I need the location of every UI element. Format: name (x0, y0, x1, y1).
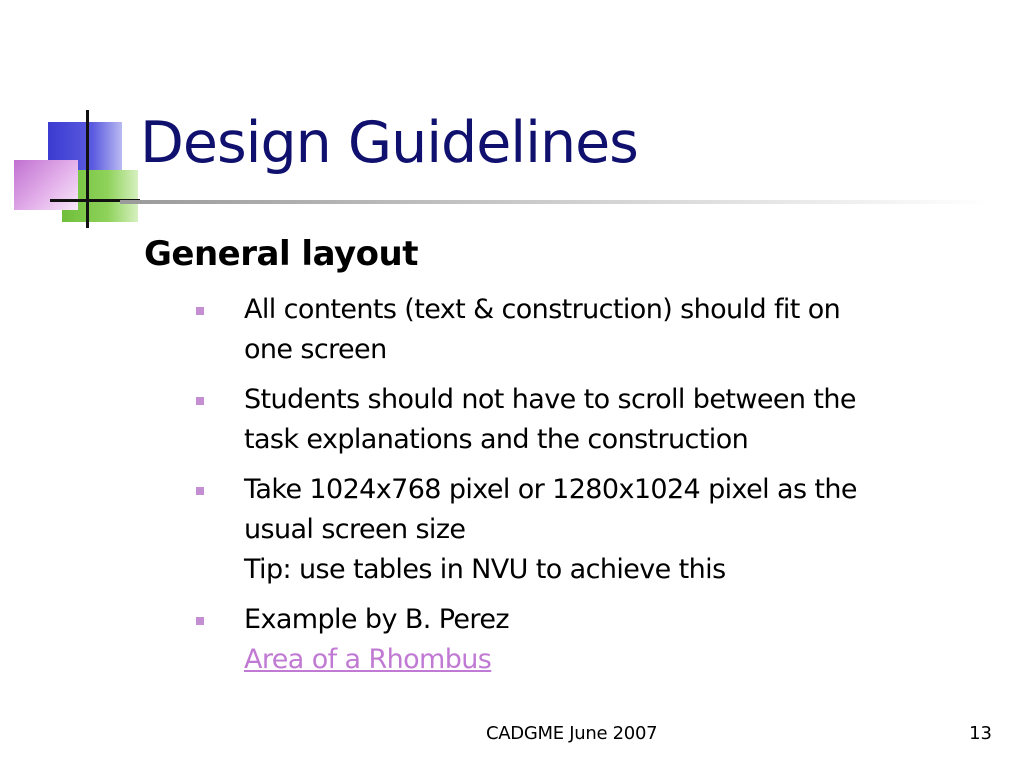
bullet-item-fit-screen (196, 290, 986, 370)
bullet-text-line: Example by B. Perez (244, 604, 509, 635)
slide-title: Design Guidelines (140, 110, 638, 176)
bullet-item-screen-size (196, 470, 986, 590)
square-bullet-icon (196, 307, 204, 315)
square-bullet-icon (196, 397, 204, 405)
area-of-rhombus-link[interactable]: Area of a Rhombus (244, 644, 492, 675)
pink-square-decoration (14, 160, 78, 210)
bullet-item-no-scroll (196, 380, 986, 460)
bullet-text-line: Students should not have to scroll between the (244, 384, 856, 415)
square-bullet-icon (196, 487, 204, 495)
overlapping-squares-logo (0, 0, 140, 240)
bullet-tip-line: Tip: use tables in NVU to achieve this (244, 554, 726, 585)
bullet-text-line: Take 1024x768 pixel or 1280x1024 pixel as the (244, 474, 857, 505)
bullet-text-line: task explanations and the construction (244, 424, 749, 455)
bullet-list (196, 290, 986, 690)
square-bullet-icon (196, 617, 204, 625)
bullet-text-line: one screen (244, 334, 387, 365)
title-underline-rule (120, 200, 990, 204)
bullet-text-line: usual screen size (244, 514, 466, 545)
bullet-text-line: All contents (text & construction) should fit on (244, 294, 841, 325)
footer-text: CADGME June 2007 (486, 723, 658, 744)
bullet-item-example (196, 600, 986, 680)
section-heading: General layout (144, 234, 418, 274)
vertical-rule-decoration (86, 110, 89, 228)
page-number: 13 (969, 723, 992, 744)
